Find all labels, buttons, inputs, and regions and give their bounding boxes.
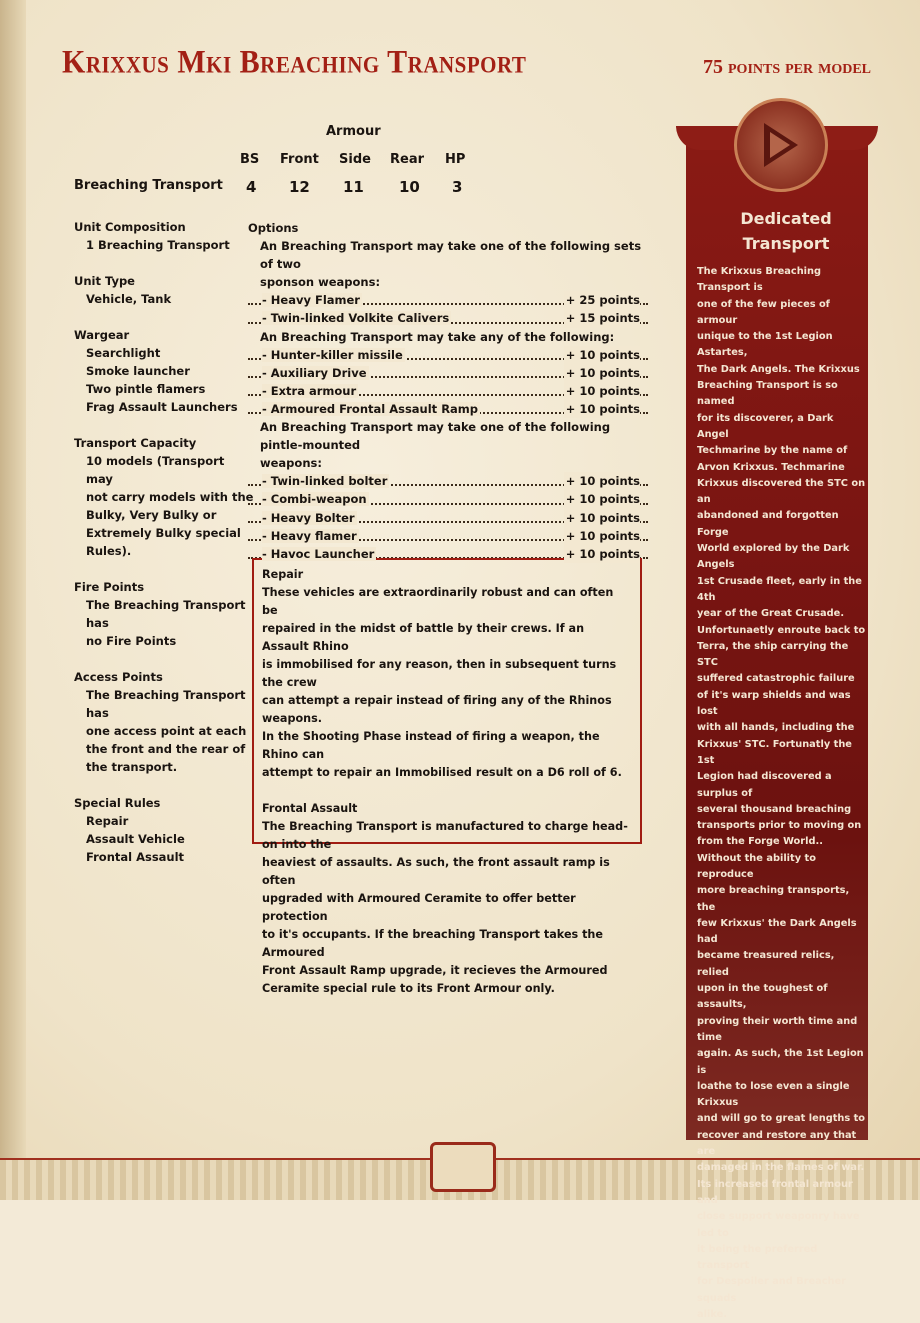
sidebar-line: with all hands, including the (697, 722, 855, 734)
sidebar-line: several thousand breaching (697, 803, 852, 815)
sidebar-line: proving their worth time and time (697, 1015, 858, 1043)
stat-header-front: Front (280, 152, 319, 167)
option-row (248, 291, 648, 309)
sidebar-line: few Krixxus' the Dark Angels had (697, 917, 857, 946)
sidebar-line: 1st Crusade fleet, early in the 4th (697, 575, 862, 603)
section-heading: Unit Type (74, 274, 135, 288)
option-row (248, 309, 648, 327)
sidebar-title-line: Transport (742, 234, 830, 253)
sidebar-line: for its discoverer, a Dark Angel (697, 412, 834, 440)
option-label: - Armoured Frontal Assault Ramp (262, 401, 479, 416)
rule-line: upgraded with Armoured Ceramite to offer better protection (262, 892, 576, 923)
rule-line: is immobilised for any reason, then in subsequent turns the crew (262, 658, 617, 689)
sidebar-line: for Despoiler and Breacher squads (697, 1276, 847, 1304)
section-heading: Special Rules (74, 796, 161, 810)
rule-line: heaviest of assaults. As such, the front assault ramp is often (262, 856, 610, 887)
sidebar-line: and will go to great lengths to (697, 1113, 866, 1125)
option-points: + 25 points (564, 291, 640, 309)
sidebar-line: Breaching Transport is so named (697, 380, 838, 408)
rule-line: In the Shooting Phase instead of firing a weapon, the Rhino can (262, 730, 600, 761)
sidebar-line: unique to the 1st Legion Astartes, (697, 331, 833, 359)
page-title: Krixxus Mki Breaching Transport (62, 44, 527, 81)
section-line: Vehicle, Tank (86, 292, 172, 306)
option-row (248, 400, 648, 418)
sidebar-line: of it's warp shields and was lost (697, 689, 851, 718)
sidebar-line: suffered catastrophic failure (697, 673, 855, 685)
sidebar-line: The Krixxus Breaching Transport is (697, 266, 822, 294)
options-intro: An Breaching Transport may take one of the following sets of two (260, 239, 642, 272)
section-fire-points (74, 578, 254, 650)
option-row (248, 472, 648, 490)
rule-line: Ceramite special rule to its Front Armour only. (262, 982, 555, 995)
section-wargear (74, 326, 254, 416)
option-points: + 10 points (564, 382, 640, 400)
options-intro: An Breaching Transport may take any of the following: (260, 329, 615, 344)
special-rules-box (252, 558, 642, 995)
section-special-rules (74, 794, 254, 866)
stat-header-rear: Rear (390, 152, 425, 167)
option-label: - Extra armour (262, 383, 357, 398)
rule-line: to it's occupants. If the breaching Transport takes the Armoured (262, 928, 603, 959)
option-row (248, 509, 648, 527)
sidebar-line: upon in the toughest of assaults, (697, 983, 828, 1011)
points-cost: 75 points per model (703, 56, 872, 78)
stat-header-bs: BS (240, 152, 260, 167)
option-points: + 15 points (564, 309, 640, 327)
sidebar-line: became treasured relics, relied (697, 950, 835, 978)
frontal-assault-text (262, 818, 632, 998)
option-label: - Twin-linked Volkite Calivers (262, 311, 450, 326)
rule-line: Front Assault Ramp upgrade, it recieves the Armoured (262, 964, 608, 977)
sidebar-line: again. As such, the 1st Legion is (697, 1048, 864, 1076)
sidebar-line: more breaching transports, the (697, 885, 850, 913)
section-line: Smoke launcher (86, 364, 190, 378)
sidebar-line: Unfortunaetly enroute back to (697, 624, 866, 636)
stat-value-bs: 4 (246, 178, 257, 196)
stat-value-hp: 3 (452, 178, 463, 196)
option-label: - Twin-linked bolter (262, 474, 388, 489)
section-access-points (74, 668, 254, 776)
option-row (248, 490, 648, 508)
option-label: - Hunter-killer missile (262, 347, 403, 362)
stats-table (70, 122, 490, 202)
rule-line: The Breaching Transport is manufactured to charge head-on into the (262, 820, 628, 851)
option-label: - Havoc Launcher (262, 546, 375, 561)
rule-line: repaired in the midst of battle by their crews. If an Assault Rhino (262, 622, 585, 653)
option-points: + 10 points (564, 364, 640, 382)
sidebar-line: transports prior to moving on (697, 820, 862, 832)
section-line: Frontal Assault (86, 850, 185, 864)
section-line: 10 models (Transport may (86, 454, 225, 486)
stat-value-side: 11 (343, 178, 364, 196)
sidebar-line: The Dark Angels. The Krixxus (697, 363, 860, 375)
section-heading: Fire Points (74, 580, 145, 594)
options-list (248, 219, 648, 563)
sidebar-line: Techmarine by the name of (697, 445, 848, 457)
sidebar-title (686, 206, 886, 256)
option-points: + 10 points (564, 346, 640, 364)
option-points: + 10 points (564, 400, 640, 418)
section-unit-type (74, 272, 254, 308)
section-unit-composition (74, 218, 254, 254)
section-heading: Wargear (74, 328, 130, 342)
section-line: Assault Vehicle (86, 832, 185, 846)
sidebar-line: loathe to lose even a single Krixxus (697, 1080, 850, 1109)
armour-label: Armour (326, 124, 381, 139)
sidebar-line: close support weaponry have led to (697, 1211, 860, 1239)
sidebar-line: abandoned and forgotten Forge (697, 510, 839, 538)
options-intro: An Breaching Transport may take one of the following pintle-mounted (260, 420, 611, 453)
bottom-ornament-icon (430, 1142, 496, 1192)
sidebar-line: year of the Great Crusade. (697, 608, 845, 620)
repair-heading: Repair (262, 568, 304, 581)
option-row (248, 346, 648, 364)
section-line: Repair (86, 814, 129, 828)
rule-line: attempt to repair an Immobilised result on a D6 roll of 6. (262, 766, 622, 779)
stat-value-rear: 10 (399, 178, 420, 196)
rule-line: These vehicles are extraordinarily robust and can often be (262, 586, 614, 617)
unit-profile-column (74, 218, 254, 884)
stat-header-hp: HP (445, 152, 466, 167)
section-line: Searchlight (86, 346, 161, 360)
option-label: - Heavy Bolter (262, 510, 355, 525)
section-line: one access point at each (86, 724, 247, 738)
stat-value-front: 12 (289, 178, 310, 196)
sidebar-line: Without the ability to reproduce (697, 852, 816, 880)
legion-medallion-icon (734, 98, 828, 192)
option-row (248, 382, 648, 400)
section-line: The Breaching Transport has (86, 598, 246, 630)
section-line: Extremely Bulky special Rules). (86, 526, 241, 558)
option-points: + 10 points (564, 472, 640, 490)
section-line: not carry models with the (86, 490, 254, 504)
repair-text (262, 584, 632, 782)
section-heading: Transport Capacity (74, 436, 197, 450)
option-label: - Heavy flamer (262, 528, 357, 543)
section-line: the front and the rear of (86, 742, 246, 756)
sidebar-line: Arvon Krixxus. Techmarine (697, 461, 845, 473)
section-line: Frag Assault Launchers (86, 400, 238, 414)
sidebar-line: one of the few pieces of armour (697, 298, 830, 326)
sidebar-line: Terra, the ship carrying the STC (697, 640, 849, 669)
sidebar-line: alike. (697, 1309, 727, 1320)
section-transport-capacity (74, 434, 254, 560)
section-line: no Fire Points (86, 634, 177, 648)
section-line: the transport. (86, 760, 178, 774)
options-intro: weapons: (260, 456, 322, 471)
sidebar-line: damaged in the flames of war. (697, 1162, 865, 1174)
option-points: + 10 points (564, 527, 640, 545)
section-line: Two pintle flamers (86, 382, 206, 396)
option-label: - Auxiliary Drive (262, 365, 367, 380)
rule-line: can attempt a repair instead of firing any of the Rhinos weapons. (262, 694, 612, 725)
option-label: - Heavy Flamer (262, 293, 360, 308)
left-page-border (0, 0, 26, 1200)
option-label: - Combi-weapon (262, 492, 367, 507)
sidebar-line: Legion had discovered a surplus of (697, 771, 832, 799)
option-row (248, 364, 648, 382)
options-heading: Options (248, 221, 299, 235)
sidebar-line: recover and restore any that are (697, 1129, 857, 1158)
sidebar-line: from the Forge World.. (697, 836, 823, 848)
stat-unit-name: Breaching Transport (74, 178, 223, 193)
frontal-assault-heading: Frontal Assault (262, 802, 358, 815)
option-points: + 10 points (564, 509, 640, 527)
sidebar-line: Krixxus' STC. Fortunatly the 1st (697, 738, 852, 766)
stat-header-side: Side (339, 152, 371, 167)
sidebar-line: Its increased frontal armour and (697, 1178, 853, 1206)
sidebar-lore-text (697, 264, 867, 1323)
sidebar-line: World explored by the Dark Angels (697, 543, 850, 571)
sidebar-line: Krixxus discovered the STC on an (697, 477, 866, 506)
option-points: + 10 points (564, 545, 640, 563)
sidebar-line: it being the preferred transport (697, 1243, 818, 1272)
sidebar-title-line: Dedicated (740, 209, 832, 228)
option-row (248, 527, 648, 545)
section-line: 1 Breaching Transport (86, 238, 230, 252)
options-intro: sponson weapons: (260, 275, 381, 290)
section-line: Bulky, Very Bulky or (86, 508, 217, 522)
section-heading: Unit Composition (74, 220, 186, 234)
section-line: The Breaching Transport has (86, 688, 246, 720)
section-heading: Access Points (74, 670, 163, 684)
option-points: + 10 points (564, 490, 640, 508)
